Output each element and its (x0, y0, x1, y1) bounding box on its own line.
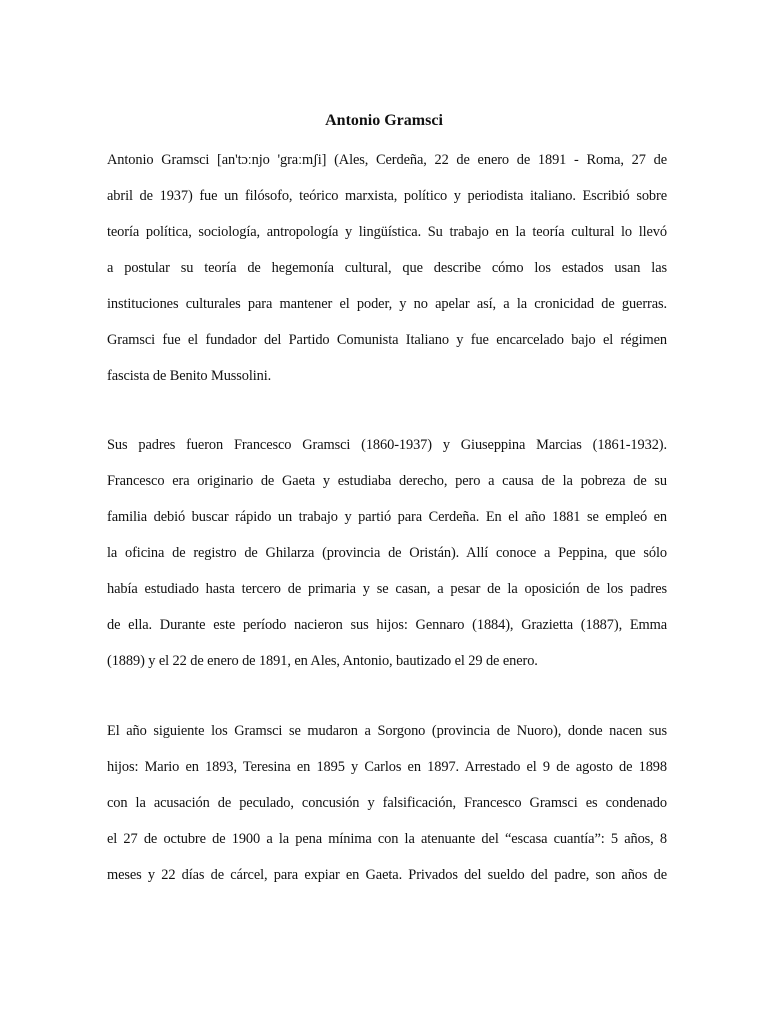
document-title: Antonio Gramsci (325, 112, 443, 129)
text-line: Francesco era originario de Gaeta y estudiaba derecho, pero a causa de la pobreza de su (107, 473, 667, 489)
text-line: hijos: Mario en 1893, Teresina en 1895 y Carlos en 1897. Arrestado el 9 de agosto de 1898 (107, 759, 667, 775)
text-line: la oficina de registro de Ghilarza (provincia de Oristán). Allí conoce a Peppina, que sólo (107, 545, 667, 561)
text-line: meses y 22 días de cárcel, para expiar en Gaeta. Privados del sueldo del padre, son años de (107, 867, 667, 883)
paragraph-sorgono (107, 722, 667, 902)
text-line: de ella. Durante este período nacieron sus hijos: Gennaro (1884), Grazietta (1887), Emma (107, 617, 667, 633)
text-line: familia debió buscar rápido un trabajo y partió para Cerdeña. En el año 1881 se empleó en (107, 509, 667, 525)
text-line: (1889) y el 22 de enero de 1891, en Ales, Antonio, bautizado el 29 de enero. (107, 653, 538, 669)
text-line: El año siguiente los Gramsci se mudaron a Sorgono (provincia de Nuoro), donde nacen sus (107, 723, 667, 739)
paragraph-parents (107, 436, 667, 688)
text-line: con la acusación de peculado, concusión y falsificación, Francesco Gramsci es condenado (107, 795, 667, 811)
text-line: Antonio Gramsci [an'tɔːnjo 'graːmʃi] (Ales, Cerdeña, 22 de enero de 1891 - Roma, 27 de (107, 152, 667, 168)
text-line: teoría política, sociología, antropología y lingüística. Su trabajo en la teoría cultural lo llevó (107, 224, 667, 240)
text-line: abril de 1937) fue un filósofo, teórico marxista, político y periodista italiano. Escribió sobre (107, 188, 667, 204)
text-line: el 27 de octubre de 1900 a la pena mínima con la atenuante del “escasa cuantía”: 5 años, 8 (107, 831, 667, 847)
paragraph-biography-intro (107, 151, 667, 403)
text-line: instituciones culturales para mantener el poder, y no apelar así, a la cronicidad de guerras. (107, 296, 667, 312)
text-line: a postular su teoría de hegemonía cultural, que describe cómo los estados usan las (107, 260, 667, 276)
text-line: había estudiado hasta tercero de primaria y se casan, a pesar de la oposición de los padres (107, 581, 667, 597)
text-line: fascista de Benito Mussolini. (107, 368, 272, 384)
text-line: Sus padres fueron Francesco Gramsci (1860-1937) y Giuseppina Marcias (1861-1932). (107, 437, 667, 453)
text-line: Gramsci fue el fundador del Partido Comunista Italiano y fue encarcelado bajo el régimen (107, 332, 667, 348)
